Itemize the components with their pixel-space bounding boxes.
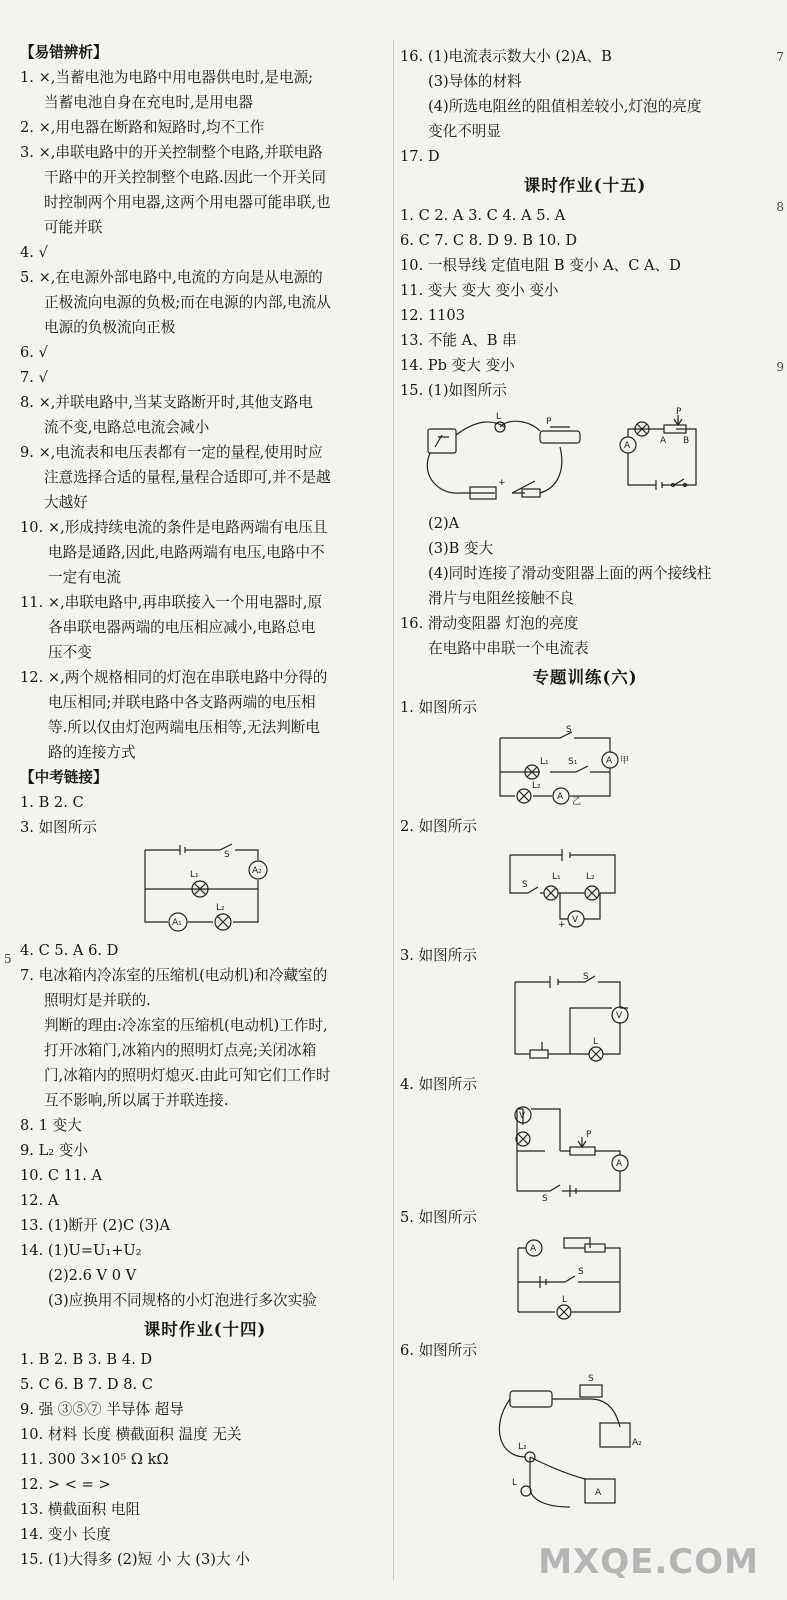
answer-line: 14. (1)U=U₁+U₂ — [20, 1242, 142, 1259]
answer-line: 滑片与电阻丝接触不良 — [428, 590, 574, 607]
answer-line: 9. 强 ③⑤⑦ 半导体 超导 — [20, 1401, 184, 1418]
svg-text:A: A — [624, 441, 631, 451]
svg-text:S: S — [578, 1267, 584, 1277]
answer-line: 14. Pb 变大 变小 — [400, 357, 515, 374]
answer-line: 3. ×,串联电路中的开关控制整个电路,并联电路 — [20, 144, 323, 161]
svg-text:+: + — [498, 478, 506, 488]
edge-number: 8 — [776, 200, 784, 214]
right-column — [400, 44, 770, 1525]
answer-line: 时控制两个用电器,这两个用电器可能串联,也 — [44, 194, 331, 211]
svg-text:L: L — [512, 1478, 518, 1488]
answer-line: (3)导体的材料 — [428, 73, 522, 90]
answer-line: 11. 300 3×10⁵ Ω kΩ — [20, 1451, 169, 1468]
circuit-diagram-special-5 — [400, 1234, 770, 1330]
answer-line: 17. D — [400, 148, 440, 165]
svg-text:S₁: S₁ — [568, 757, 578, 767]
answer-line: 正极流向电源的负极;而在电源的内部,电流从 — [44, 294, 331, 311]
answer-line: 8. ×,并联电路中,当某支路断开时,其他支路电 — [20, 394, 313, 411]
answer-line: 5. ×,在电源外部电路中,电流的方向是从电源的 — [20, 269, 323, 286]
answer-line: 1. C 2. A 3. C 4. A 5. A — [400, 207, 566, 224]
svg-text:S: S — [542, 1194, 548, 1204]
svg-text:A: A — [606, 756, 613, 766]
answer-line: 6. √ — [20, 344, 48, 361]
circuit-diagram-special-1 — [400, 724, 770, 806]
svg-text:P: P — [586, 1130, 592, 1140]
answer-line: 流不变,电路总电流会减小 — [44, 419, 210, 436]
svg-text:S: S — [566, 725, 572, 735]
answer-line: 2. 如图所示 — [400, 818, 477, 835]
circuit-diagram-exam-3 — [20, 844, 390, 930]
answer-line: 1. 如图所示 — [400, 699, 477, 716]
svg-text:L₂: L₂ — [532, 781, 541, 791]
answer-line: 4. C 5. A 6. D — [20, 942, 119, 959]
answer-line: 12. > < = > — [20, 1476, 111, 1493]
answer-line: 1. B 2. C — [20, 794, 84, 811]
answer-line: 打开冰箱门,冰箱内的照明灯点亮;关闭冰箱 — [44, 1042, 317, 1059]
svg-text:L₁: L₁ — [540, 757, 549, 767]
svg-text:S: S — [588, 1374, 594, 1384]
section-tag-exam-link: 【中考链接】 — [20, 769, 108, 786]
answer-line: 6. C 7. C 8. D 9. B 10. D — [400, 232, 578, 249]
svg-text:A₂: A₂ — [252, 866, 262, 876]
circuit-diagram-special-6 — [400, 1367, 770, 1517]
column-divider — [393, 40, 394, 1580]
answer-line: 各串联电器两端的电压相应减小,电路总电 — [48, 619, 316, 636]
svg-text:L₁: L₁ — [552, 872, 561, 882]
answer-line: 变化不明显 — [428, 123, 501, 140]
answer-line: 10. ×,形成持续电流的条件是电路两端有电压且 — [20, 519, 328, 536]
answer-line: 照明灯是并联的. — [44, 992, 151, 1009]
answer-line: 判断的理由:冷冻室的压缩机(电动机)工作时, — [44, 1017, 328, 1034]
answer-line: 互不影响,所以属于并联连接. — [44, 1092, 229, 1109]
svg-text:L: L — [593, 1037, 599, 1047]
svg-text:V: V — [519, 1111, 526, 1121]
answer-line: 13. 横截面积 电阻 — [20, 1501, 141, 1518]
answer-line: 9. L₂ 变小 — [20, 1142, 88, 1159]
answer-line: (2)2.6 V 0 V — [48, 1267, 137, 1284]
svg-text:P: P — [546, 417, 552, 427]
answer-line: 大越好 — [44, 494, 88, 511]
svg-text:L: L — [496, 412, 502, 422]
svg-text:S: S — [522, 880, 528, 890]
answer-line: 等.所以仅由灯泡两端电压相等,无法判断电 — [48, 719, 320, 736]
answer-line: 5. 如图所示 — [400, 1209, 477, 1226]
edge-number: 5 — [4, 952, 12, 966]
answer-line: 4. √ — [20, 244, 48, 261]
answer-line: 16. (1)电流表示数大小 (2)A、B — [400, 48, 612, 65]
section-title-special-6: 专题训练(六) — [532, 668, 638, 687]
svg-text:A: A — [595, 1488, 602, 1498]
svg-text:A₁: A₁ — [172, 918, 182, 928]
answer-line: 5. C 6. B 7. D 8. C — [20, 1376, 153, 1393]
answer-line: 电压相同;并联电路中各支路两端的电压相 — [48, 694, 316, 711]
answer-line: 4. 如图所示 — [400, 1076, 477, 1093]
svg-text:P: P — [676, 407, 682, 417]
answer-line: 电路是通路,因此,电路两端有电压,电路中不 — [48, 544, 325, 561]
answer-line: (3)应换用不同规格的小灯泡进行多次实验 — [48, 1292, 317, 1309]
answer-line: 6. 如图所示 — [400, 1342, 477, 1359]
answer-line: (3)B 变大 — [428, 540, 494, 557]
svg-text:S: S — [224, 850, 230, 860]
answer-line: 3. 如图所示 — [20, 819, 97, 836]
section-tag-error-analysis: 【易错辨析】 — [20, 44, 108, 61]
circuit-diagram-lesson15-15 — [400, 407, 770, 503]
answer-line: 路的连接方式 — [48, 744, 136, 761]
answer-line: 1. ×,当蓄电池为电路中用电器供电时,是电源; — [20, 69, 314, 86]
svg-text:L: L — [562, 1295, 568, 1305]
answer-line: 14. 变小 长度 — [20, 1526, 111, 1543]
answer-line: 电源的负极流向正极 — [44, 319, 176, 336]
left-column — [20, 40, 390, 1572]
circuit-diagram-special-2 — [400, 843, 770, 935]
answer-line: 可能并联 — [44, 219, 103, 236]
svg-text:甲: 甲 — [620, 756, 630, 766]
answer-line: 一定有电流 — [48, 569, 121, 586]
answer-line: 13. (1)断开 (2)C (3)A — [20, 1217, 171, 1234]
svg-text:B: B — [683, 436, 690, 446]
answer-line: 11. ×,串联电路中,再串联接入一个用电器时,原 — [20, 594, 323, 611]
svg-text:A: A — [530, 1244, 537, 1254]
svg-text:L₂: L₂ — [518, 1442, 527, 1452]
answer-line: 2. ×,用电器在断路和短路时,均不工作 — [20, 119, 265, 136]
answer-line: 门,冰箱内的照明灯熄灭.由此可知它们工作时 — [44, 1067, 331, 1084]
answer-line: 8. 1 变大 — [20, 1117, 82, 1134]
answer-line: (4)所选电阻丝的阻值相差较小,灯泡的亮度 — [428, 98, 702, 115]
answer-line: 15. (1)如图所示 — [400, 382, 507, 399]
answer-line: 15. (1)大得多 (2)短 小 大 (3)大 小 — [20, 1551, 250, 1568]
answer-line: 在电路中串联一个电流表 — [428, 640, 589, 657]
answer-line: 当蓄电池自身在充电时,是用电器 — [44, 94, 253, 111]
circuit-diagram-special-3 — [400, 972, 770, 1064]
answer-line: (4)同时连接了滑动变阻器上面的两个接线柱 — [428, 565, 712, 582]
answer-line: 10. 材料 长度 横截面积 温度 无关 — [20, 1426, 242, 1443]
svg-text:A₂: A₂ — [632, 1438, 642, 1448]
answer-line: 11. 变大 变大 变小 变小 — [400, 282, 559, 299]
answer-line: 7. √ — [20, 369, 48, 386]
section-title-lesson-15: 课时作业(十五) — [523, 176, 647, 195]
svg-text:V: V — [616, 1011, 623, 1021]
answer-line: 12. ×,两个规格相同的灯泡在串联电路中分得的 — [20, 669, 328, 686]
svg-text:A: A — [557, 792, 564, 802]
svg-text:L₁: L₁ — [190, 870, 199, 880]
watermark-logo: MXQE.COM — [538, 1542, 759, 1582]
circuit-diagram-special-4 — [400, 1101, 770, 1204]
svg-text:A: A — [660, 436, 667, 446]
answer-line: 10. C 11. A — [20, 1167, 103, 1184]
svg-text:S: S — [583, 972, 589, 982]
answer-line: 干路中的开关控制整个电路.因此一个开关同 — [44, 169, 326, 186]
answer-line: 3. 如图所示 — [400, 947, 477, 964]
answer-line: 压不变 — [48, 644, 92, 661]
svg-text:+ -: + - — [558, 920, 572, 930]
svg-text:V: V — [572, 915, 579, 925]
answer-line: 7. 电冰箱内冷冻室的压缩机(电动机)和冷藏室的 — [20, 967, 328, 984]
answer-line: 注意选择合适的量程,量程合适即可,并不是越 — [44, 469, 331, 486]
answer-line: 12. A — [20, 1192, 59, 1209]
answer-line: 10. 一根导线 定值电阻 B 变小 A、C A、D — [400, 257, 681, 274]
answer-line: (2)A — [428, 515, 460, 532]
svg-text:L₂: L₂ — [216, 903, 225, 913]
edge-number: 9 — [776, 360, 784, 374]
answer-line: 13. 不能 A、B 串 — [400, 332, 517, 349]
svg-text:乙: 乙 — [572, 797, 582, 807]
svg-text:L₂: L₂ — [586, 872, 595, 882]
answer-line: 1. B 2. B 3. B 4. D — [20, 1351, 153, 1368]
answer-line: 16. 滑动变阻器 灯泡的亮度 — [400, 615, 579, 632]
answer-line: 12. 1103 — [400, 307, 465, 324]
answer-line: 9. ×,电流表和电压表都有一定的量程,使用时应 — [20, 444, 323, 461]
edge-number: 7 — [776, 50, 784, 64]
section-title-lesson-14: 课时作业(十四) — [143, 1320, 267, 1339]
svg-text:A: A — [616, 1159, 623, 1169]
